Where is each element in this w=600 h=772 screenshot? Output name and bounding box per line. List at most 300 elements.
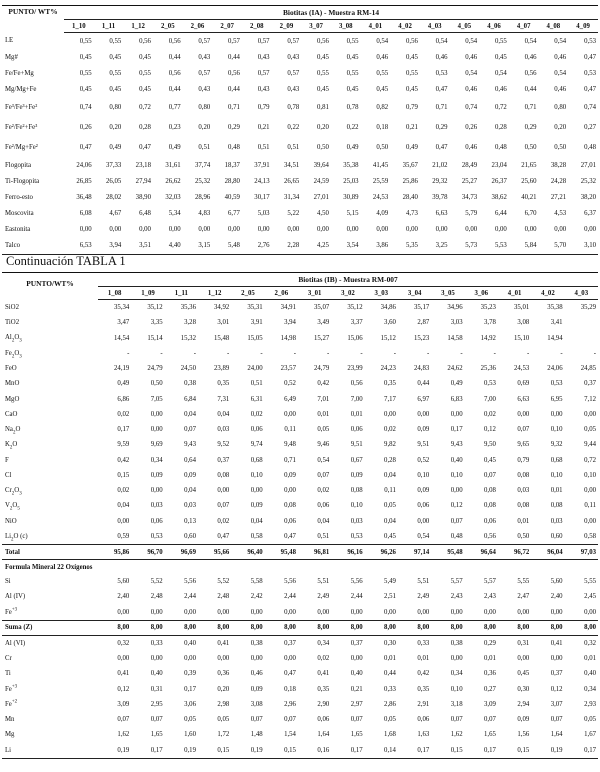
table-row: [2, 117, 598, 137]
table-cell: 0,55: [109, 37, 122, 45]
table-cell: 0,55: [79, 37, 92, 45]
table-cell: 0,29: [435, 123, 448, 131]
table-cell: 15,05: [247, 334, 263, 342]
table-cell: 4,40: [153, 238, 183, 255]
table-cell: 0,15: [117, 471, 130, 479]
table-cell: 5,73: [450, 238, 480, 255]
table-cell: 8,00: [498, 620, 531, 635]
table-cell: 37,91: [254, 161, 270, 169]
table-cell: 24,06: [547, 365, 563, 373]
table-cell: 0,46: [524, 53, 537, 61]
table-cell: 0,56: [228, 69, 240, 77]
table-cell: 96,04: [531, 545, 564, 560]
table-cell: 0,57: [287, 69, 300, 77]
row-label: Eastonita: [5, 226, 31, 234]
table-cell: 0,00: [435, 226, 448, 234]
table-cell: 34,96: [447, 304, 463, 312]
table-cell: 0,28: [139, 123, 151, 131]
table-cell: 0,37: [217, 456, 230, 464]
table-row: [2, 545, 598, 560]
table-cell: 3,08: [517, 319, 530, 327]
group-title: Biotitas (IB) - Muestra RM-007: [98, 273, 598, 287]
table-cell: 0,00: [484, 608, 496, 616]
table-cell: 0,00: [150, 410, 163, 418]
table-cell: 6,83: [450, 395, 463, 403]
row-label: Fe²/Mg+Fe²: [5, 143, 38, 151]
table-cell: 2,28: [272, 238, 302, 255]
table-cell: 2,97: [350, 700, 363, 708]
table-cell: 37,33: [106, 161, 122, 169]
table-cell: 0,01: [517, 517, 530, 525]
table-cell: 0,20: [554, 123, 567, 131]
table-cell: 0,41: [217, 639, 230, 647]
table-cell: 2,49: [417, 593, 430, 601]
table-cell: 1,64: [550, 731, 563, 739]
table-cell: 0,21: [257, 123, 270, 131]
table-cell: 0,06: [317, 502, 330, 510]
table-cell: 0,01: [584, 655, 596, 663]
table-cell: 0,72: [494, 103, 507, 111]
table-row: [2, 206, 598, 222]
table-cell: 6,77: [228, 210, 240, 218]
table-cell: 9,51: [350, 441, 363, 449]
column-header-row: [2, 20, 598, 33]
table-cell: 95,86: [98, 545, 131, 560]
column-header: 1_10: [64, 20, 94, 33]
column-header: 4_01: [498, 287, 531, 300]
table-cell: 15,14: [147, 334, 163, 342]
table-cell: 0,06: [284, 517, 296, 525]
table-cell: 9,43: [450, 441, 463, 449]
table-cell: 0,43: [257, 53, 270, 61]
table-cell: 0,52: [284, 380, 296, 388]
table-cell: 0,17: [331, 743, 364, 759]
table-cell: 0,54: [435, 37, 448, 45]
table-cell: 8,00: [165, 620, 198, 635]
column-header: 2_08: [242, 20, 272, 33]
table-cell: 0,07: [450, 517, 463, 525]
row-label: Moscovita: [5, 210, 34, 218]
table-cell: 5,60: [117, 578, 130, 586]
table-cell: 0,72: [139, 103, 151, 111]
table-cell: 0,15: [265, 743, 298, 759]
table-cell: 0,55: [139, 69, 151, 77]
table-cell: 0,56: [168, 69, 181, 77]
table-cell: 0,34: [450, 670, 463, 678]
table-cell: 0,00: [417, 608, 430, 616]
table-cell: 28,96: [194, 194, 211, 202]
table-cell: 2,43: [450, 593, 463, 601]
table-cell: 0,09: [417, 487, 430, 495]
table-cell: 0,00: [350, 608, 363, 616]
column-header: 2_05: [153, 20, 183, 33]
table-cell: 0,74: [465, 103, 478, 111]
table-cell: 8,00: [465, 620, 498, 635]
table-cell: 0,53: [435, 69, 448, 77]
table-cell: 0,15: [498, 743, 531, 759]
table-cell: 0,55: [346, 69, 359, 77]
table-cell: 0,15: [198, 743, 231, 759]
table-cell: 0,50: [554, 143, 567, 151]
table-cell: 0,80: [198, 103, 211, 111]
table-cell: 0,40: [184, 639, 196, 647]
table-cell: 0,49: [346, 143, 359, 151]
table-row: [2, 222, 598, 238]
table-cell: 0,09: [250, 685, 263, 693]
row-label: MnO: [5, 380, 20, 388]
table-cell: 7,00: [484, 395, 496, 403]
table-cell: 9,51: [417, 441, 430, 449]
table-cell: 0,78: [346, 103, 359, 111]
table-cell: 7,01: [317, 395, 330, 403]
table-cell: 0,54: [465, 69, 478, 77]
group-title: Biotitas (IA) - Muestra RM-14: [64, 6, 598, 20]
table-cell: 0,43: [257, 85, 270, 93]
table-cell: 0,37: [284, 639, 296, 647]
table-cell: 18,37: [224, 161, 240, 169]
table-row: [2, 97, 598, 117]
table-cell: 0,54: [554, 37, 567, 45]
table-cell: 0,45: [376, 85, 389, 93]
table-cell: 0,45: [139, 53, 151, 61]
table-cell: 0,74: [79, 103, 92, 111]
table-cell: 27,01: [313, 194, 329, 202]
table-cell: 3,47: [117, 319, 130, 327]
column-header: 3_08: [331, 20, 361, 33]
table-cell: 2,98: [217, 700, 230, 708]
table-cell: 0,42: [417, 670, 430, 678]
table-cell: 26,37: [491, 178, 507, 186]
row-label: $K_2O$: [5, 441, 18, 451]
table-cell: 0,00: [376, 226, 389, 234]
table-cell: 0,72: [584, 456, 596, 464]
table-cell: 3,15: [183, 238, 213, 255]
table-cell: 0,46: [435, 53, 448, 61]
table-cell: 3,08: [250, 700, 263, 708]
table-row: [2, 635, 598, 651]
table-cell: 0,03: [350, 517, 363, 525]
formula-title: Formula Mineral 22 Oxígenos: [5, 563, 93, 571]
table-cell: 14,94: [547, 334, 563, 342]
table-cell: 0,26: [79, 123, 92, 131]
punto-header: PUNTO/ WT%: [2, 6, 64, 33]
table-cell: 0,28: [494, 123, 507, 131]
table-cell: 0,18: [376, 123, 389, 131]
table-cell: 97,14: [398, 545, 431, 560]
table-cell: 0,34: [584, 685, 596, 693]
table-cell: 0,53: [584, 69, 596, 77]
table-cell: 0,40: [150, 670, 163, 678]
table-cell: 0,00: [150, 487, 163, 495]
table-cell: 9,48: [284, 441, 296, 449]
table-cell: 0,00: [584, 608, 596, 616]
table-cell: 0,07: [184, 426, 196, 434]
table-cell: 0,80: [109, 103, 122, 111]
table-cell: 5,84: [509, 238, 539, 255]
table-cell: 3,54: [331, 238, 361, 255]
table-row: [2, 173, 598, 189]
table-cell: 2,40: [550, 593, 563, 601]
table-cell: 6,48: [139, 210, 151, 218]
table-cell: 35,38: [547, 304, 563, 312]
table-cell: 1,64: [317, 731, 330, 739]
table-row: [2, 589, 598, 604]
table-cell: 0,57: [257, 37, 270, 45]
row-label: FeO: [5, 365, 17, 373]
table-cell: 9,46: [317, 441, 330, 449]
table-cell: 5,70: [539, 238, 569, 255]
table-cell: 35,01: [513, 304, 530, 312]
table-cell: 0,51: [287, 143, 300, 151]
table-cell: 4,53: [554, 210, 567, 218]
table-cell: 0,07: [250, 716, 263, 724]
table-cell: 0,11: [584, 502, 596, 510]
table-cell: 8,00: [565, 620, 598, 635]
column-header: 2_07: [212, 20, 242, 33]
table-cell: 3,86: [361, 238, 391, 255]
table-cell: 1,63: [417, 731, 430, 739]
table-cell: 0,36: [484, 670, 496, 678]
column-header: 2_09: [272, 20, 302, 33]
table-cell: 0,05: [384, 502, 396, 510]
table-cell: 0,00: [346, 226, 359, 234]
table-cell: 3,78: [484, 319, 496, 327]
table-cell: 35,29: [580, 304, 596, 312]
table-cell: 5,79: [465, 210, 478, 218]
table-cell: 0,00: [117, 517, 130, 525]
column-header: 3_01: [298, 287, 331, 300]
table-cell: 8,00: [531, 620, 564, 635]
table-cell: 3,07: [550, 700, 563, 708]
table-cell: 0,55: [405, 69, 418, 77]
table-cell: 0,78: [287, 103, 300, 111]
table-cell: 0,00: [517, 410, 530, 418]
row-label: Ferro-esto: [5, 194, 33, 202]
table-cell: 31,61: [165, 161, 181, 169]
table-cell: 0,06: [417, 502, 430, 510]
table-cell: 15,27: [314, 334, 330, 342]
table-cell: 5,55: [584, 578, 596, 586]
continuation-title: Continuación TABLA 1: [6, 254, 126, 268]
table-cell: -: [260, 349, 263, 357]
table-cell: 0,30: [517, 685, 530, 693]
table-cell: 0,33: [384, 685, 396, 693]
table-cell: 24,19: [114, 365, 130, 373]
table-cell: 5,35: [390, 238, 420, 255]
table-cell: 0,04: [250, 517, 263, 525]
table-cell: 0,36: [217, 670, 230, 678]
table-cell: 0,04: [184, 487, 196, 495]
table-cell: 0,03: [550, 517, 563, 525]
table-cell: 9,82: [384, 441, 396, 449]
table-cell: 96,16: [331, 545, 364, 560]
table-cell: 96,40: [231, 545, 264, 560]
table-cell: 15,23: [413, 334, 430, 342]
table-cell: 0,55: [346, 37, 359, 45]
table-cell: 0,79: [517, 456, 530, 464]
table-cell: 23,99: [347, 365, 363, 373]
table-cell: 0,00: [384, 608, 396, 616]
table-cell: 0,00: [350, 655, 363, 663]
table-cell: 0,00: [550, 608, 563, 616]
table-cell: 5,56: [350, 578, 363, 586]
table-cell: 0,56: [168, 37, 181, 45]
table-cell: 8,00: [398, 620, 431, 635]
table-cell: 0,17: [450, 426, 463, 434]
table-cell: -: [527, 349, 530, 357]
table-row: [2, 331, 598, 346]
table-cell: 8,00: [131, 620, 164, 635]
table-cell: 3,10: [568, 238, 598, 255]
table-cell: 0,44: [524, 85, 537, 93]
column-header: 1_08: [98, 287, 131, 300]
table-cell: 28,49: [461, 161, 478, 169]
table-cell: 23,18: [135, 161, 151, 169]
table-cell: 0,10: [550, 471, 563, 479]
table-cell: 0,00: [184, 655, 196, 663]
table-cell: 8,00: [98, 620, 131, 635]
table-cell: 2,42: [250, 593, 263, 601]
table-cell: 1,65: [350, 731, 363, 739]
table-cell: 36,48: [76, 194, 92, 202]
table-cell: 24,28: [550, 178, 567, 186]
table-cell: 0,31: [150, 685, 163, 693]
table-cell: 0,58: [250, 532, 263, 540]
row-label: Mg#: [5, 53, 18, 61]
table-cell: 7,12: [584, 395, 596, 403]
row-label: Mg/Mg+Fe: [5, 85, 37, 93]
table-cell: 0,01: [417, 655, 430, 663]
table-cell: 0,07: [150, 716, 163, 724]
table-cell: 0,44: [168, 53, 181, 61]
table-cell: 5,48: [212, 238, 242, 255]
table-cell: 6,97: [417, 395, 430, 403]
table-row: [2, 483, 598, 498]
table-cell: 2,48: [150, 593, 163, 601]
row-label: Suma (Z): [2, 620, 98, 635]
table-cell: 26,62: [165, 178, 181, 186]
table-cell: 25,32: [194, 178, 211, 186]
row-label: Ti: [5, 670, 11, 678]
table-cell: 27,21: [550, 194, 567, 202]
table-cell: 0,01: [350, 410, 363, 418]
table-cell: 0,09: [184, 471, 196, 479]
table-row: [2, 190, 598, 206]
table-cell: 0,04: [217, 410, 230, 418]
table-cell: 24,85: [580, 365, 596, 373]
row-label: Cr: [5, 655, 12, 663]
row-label: Cl: [5, 471, 12, 479]
table-cell: 3,18: [450, 700, 463, 708]
row-label: Total: [2, 545, 98, 560]
table-row: [2, 33, 598, 50]
table-body: [2, 300, 598, 759]
table-cell: 0,47: [584, 53, 596, 61]
table-cell: 8,00: [365, 620, 398, 635]
table-cell: 0,53: [484, 380, 496, 388]
column-header: 3_06: [465, 287, 498, 300]
table-cell: -: [293, 349, 296, 357]
table-cell: 0,35: [217, 380, 230, 388]
table-cell: 0,51: [317, 532, 330, 540]
table-cell: 0,00: [150, 426, 163, 434]
table-cell: 35,12: [147, 304, 163, 312]
table-cell: 7,31: [217, 395, 230, 403]
table-cell: 96,69: [165, 545, 198, 560]
column-header: 4_08: [539, 20, 569, 33]
table-cell: 0,60: [184, 532, 196, 540]
table-cell: 5,51: [417, 578, 430, 586]
table-cell: 38,20: [580, 194, 596, 202]
table-cell: 38,28: [550, 161, 567, 169]
table-cell: 2,51: [384, 593, 396, 601]
table-cell: 96,64: [465, 545, 498, 560]
table-cell: 0,00: [168, 226, 181, 234]
table-cell: 0,02: [384, 426, 396, 434]
column-header: 3_02: [331, 287, 364, 300]
table-cell: 0,50: [150, 380, 163, 388]
table-cell: 0,07: [484, 471, 496, 479]
row-label: SiO2: [5, 303, 19, 311]
table-cell: 0,45: [109, 53, 122, 61]
table-cell: 32,03: [165, 194, 181, 202]
column-header: 3_05: [431, 287, 464, 300]
table-cell: 0,05: [384, 716, 396, 724]
table-cell: 29,32: [432, 178, 448, 186]
row-label: Li: [2, 743, 98, 759]
table-cell: 0,67: [350, 456, 363, 464]
table-cell: 0,42: [117, 456, 130, 464]
table-cell: 0,02: [317, 655, 330, 663]
table-cell: 0,00: [287, 226, 300, 234]
table-cell: 5,34: [168, 210, 181, 218]
table-cell: 0,45: [405, 85, 418, 93]
table-cell: 39,78: [432, 194, 448, 202]
column-header: 3_04: [398, 287, 431, 300]
table-cell: 3,25: [420, 238, 450, 255]
table-cell: 0,29: [524, 123, 537, 131]
table-cell: 0,00: [117, 608, 130, 616]
table-cell: 1,68: [384, 731, 396, 739]
table-cell: -: [560, 349, 563, 357]
table-row: [2, 697, 598, 712]
table-row: [2, 498, 598, 513]
table-cell: 34,86: [380, 304, 396, 312]
table-cell: 0,57: [257, 69, 270, 77]
table-cell: 0,05: [217, 716, 230, 724]
row-label: Ti-Flogopita: [5, 178, 40, 186]
table-cell: 0,56: [139, 37, 151, 45]
table-cell: 24,13: [254, 178, 270, 186]
table-cell: 35,23: [480, 304, 496, 312]
row-label: Mg: [5, 731, 15, 739]
column-header: 2_06: [265, 287, 298, 300]
table-cell: 0,44: [417, 380, 430, 388]
table-cell: 1,62: [450, 731, 463, 739]
table-cell: 0,44: [384, 670, 396, 678]
row-label: $Na_2O$: [5, 425, 21, 436]
table-cell: 15,12: [380, 334, 396, 342]
table-cell: 0,04: [384, 517, 396, 525]
table-cell: 0,32: [584, 639, 596, 647]
column-header: 4_02: [531, 287, 564, 300]
table-cell: 0,00: [217, 608, 230, 616]
table-cell: 9,44: [584, 441, 596, 449]
table-cell: 3,51: [123, 238, 153, 255]
table-cell: 0,00: [250, 608, 263, 616]
table-cell: 0,07: [484, 716, 496, 724]
table-cell: 0,35: [317, 685, 330, 693]
